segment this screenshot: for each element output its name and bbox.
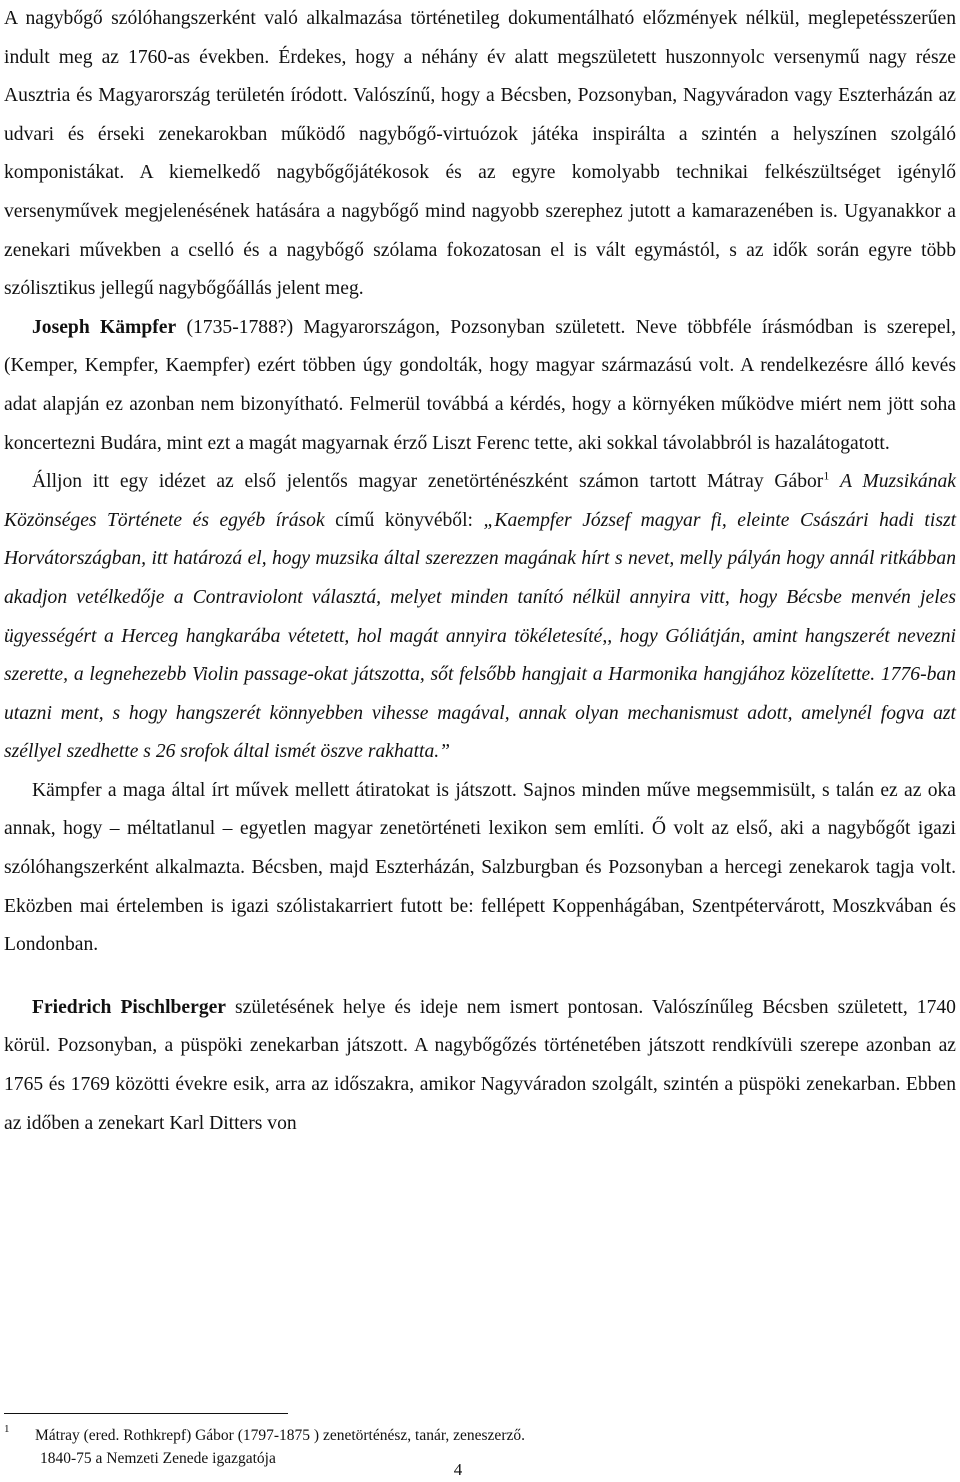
paragraph-intro-text: A nagybőgő szólóhangszerként való alkalmazása történetileg dokumentálható előzmények nélkül, meglepetésszerűen indult meg az 1760-as években. Érdekes, hogy a néhány év alatt megszületett huszonnyolc versenymű nagy része Ausztria és Magyarország területén íródott. Valószínű, hogy a Bécsben, Pozsonyban, Nagyváradon vagy Eszterházán az udvari és érseki zenekarokban működő nagybőgő-virtuózok játéka inspirálta a szintén a helyszínen szolgáló komponistákat. A kiemelkedő nagybőgőjátékosok és az egyre komolyabb technikai felkészültséget igénylő versenyművek megjelenésének hatására a nagybőgő mind nagyobb szerephez jutott a kamarazenében is. Ugyanakkor a zenekari művekben a cselló és a nagybőgő szólama fokozatosan el is vált egymástól, s az idők során egyre több szólisztikus jellegű nagybőgőállás jelent meg. [4, 8, 956, 300]
footnote-line-1: Mátray (ered. Rothkrepf) Gábor (1797-1875 ) zenetörténész, tanár, zeneszerző. [35, 1427, 525, 1444]
quote-lead-text: Álljon itt egy idézet az első jelentős magyar zenetörténészként számon tartott Mátray Gábor [32, 471, 824, 493]
paragraph-pischlberger [4, 989, 956, 1143]
person-name-kampfer: Joseph Kämpfer [32, 316, 177, 338]
footnote-reference: 1 [823, 468, 830, 483]
paragraph-kampfer-2-text: Kämpfer a maga által írt művek mellett átiratokat is játszott. Sajnos minden műve megsemmisült, s talán ez az oka annak, hogy – méltatlanul – egyetlen magyar zenetörténeti lexikon sem említi. Ő volt az első, aki a nagybőgőt igazi szólóhangszerként alkalmazta. Bécsben, majd Eszterházán, Salzburgban és Pozsonyban a hercegi zenekarok tagja volt. Eközben mai értelemben is igazi szólistakarriert futott be: fellépett Koppenhágában, Szentpétervárott, Moszkvában és Londonban. [4, 779, 956, 956]
page-number: 4 [453, 1460, 463, 1479]
quotation: „Kaempfer József magyar fi, eleinte Császári hadi tiszt Horvátországban, itt határozá el, hogy muzsika által szerezzen magának hírt s nevet, melly pályán hogy annál ritkábban akadjon vetélkedője a Contraviolont választá, melyet minden tanító nélkül annyira vitt, hogy Bécsbe menvén jeles ügyességért a Herceg hangkarába vétetett, hol magát annyira tökéletesíté,, hogy Góliátján, amint hangszerét nevezni szerette, a legnehezebb Violin passage-okat játszotta, sőt felsőbb hangjait a Harmonika hangjához közelítette. 1776-ban utazni ment, s hogy hangszerét könnyebben vihesse magával, annak olyan mechanismust adott, amelynél fogva azt széllyel szedhette s 26 srofok által ismét öszve rakhatta.” [4, 509, 957, 763]
book-title: A Muzsikának Közönséges Története és egyéb írások [4, 471, 956, 531]
paragraph-quote [4, 463, 956, 772]
paragraph-kampfer-2 [4, 772, 956, 965]
paragraph-kampfer-text: (1735-1788?) Magyarországon, Pozsonyban született. Neve többféle írásmódban is szerepel, (Kemper, Kempfer, Kaempfer) ezért többen úgy gondolták, hogy magyar származású volt. A rendelkezésre álló kevés adat alapján ez azonban nem bizonyítható. Felmerül továbbá a kérdés, hogy a környéken működve miért nem jött soha koncertezni Budára, mint ezt a magát magyarnak érző Liszt Ferenc tette, aki sokkal távolabbról is hazalátogatott. [4, 316, 956, 454]
footnote-divider [4, 1413, 288, 1414]
person-name-pischlberger: Friedrich Pischlberger [32, 996, 227, 1018]
document-page [4, 0, 956, 1143]
spacer-text [829, 471, 840, 492]
paragraph-intro [4, 0, 956, 309]
footnote-line-2: 1840-75 a Nemzeti Zenede igazgatója [40, 1450, 276, 1467]
paragraph-pischlberger-text: születésének helye és ideje nem ismert pontosan. Valószínűleg Bécsben született, 1740 körül. Pozsonyban, a püspöki zenekarban játszott. A nagybőgőzés történetében játszott rendkívüli szerepe azonban az 1765 és 1769 közötti évekre esik, arra az időszakra, amikor Nagyváradon szolgált, szintén a püspöki zenekarban. Ebben az időben a zenekart Karl Ditters von [4, 996, 956, 1134]
paragraph-kampfer [4, 309, 956, 463]
quote-mid-text: című könyvéből: [324, 509, 484, 531]
footnote-number: 1 [4, 1423, 10, 1435]
